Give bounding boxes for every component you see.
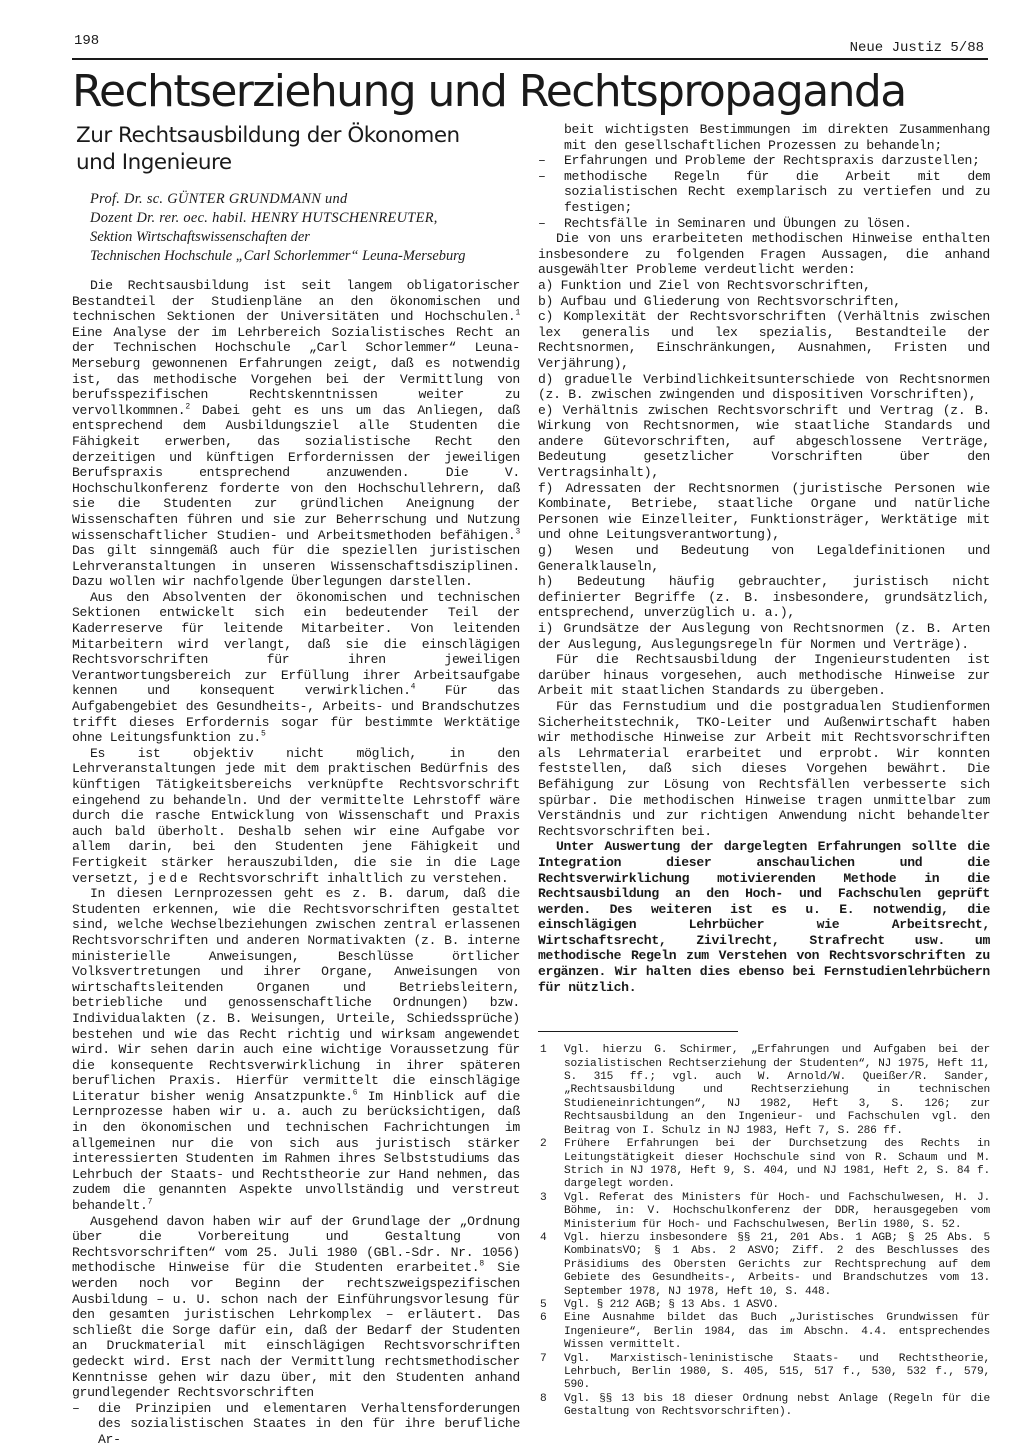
bullet-list [538, 153, 990, 231]
body-paragraph: Unter Auswertung der dargelegten Erfahrungen sollte die Integration dieser anschaulichen und die Rechtsverwirklichung motivierenden Methode in die Rechtsausbildung an den Hoch- und Fachschulen geprüft werden. Des weiteren ist es u. E. notwendig, die einschlägigen Lehrbücher wie Arbeitsrecht, Wirtschaftsrecht, Zivilrecht, Strafrecht usw. um methodische Regeln zum Verstehen von Rechtsvorschriften zu ergänzen. Wir halten dies ebenso bei Fernstudienlehrbüchern für nützlich. [538, 839, 990, 995]
byline-line: Dozent Dr. rer. oec. habil. HENRY HUTSCHENREUTER, [90, 210, 438, 226]
footnote [538, 1138, 990, 1192]
body-paragraph [72, 886, 520, 1213]
article-title [76, 122, 520, 176]
footnote-ref[interactable]: 1 [515, 308, 520, 318]
body-paragraph [72, 590, 520, 746]
list-item [538, 216, 990, 232]
footnote-ref[interactable]: 8 [479, 1260, 484, 1270]
footnote-ref[interactable]: 5 [260, 729, 266, 739]
dash-bullet: – [538, 153, 546, 169]
footnote-text: Vgl. §§ 13 bis 18 dieser Ordnung nebst Anlage (Regeln für die Gestaltung von Rechtsvorschriften). [564, 1392, 990, 1419]
byline-line: Technischen Hochschule „Carl Schorlemmer“ Leuna-Merseburg [90, 248, 466, 264]
footnote-ref[interactable]: 4 [410, 683, 416, 693]
list-item-text: Rechtsfälle in Seminaren und Übungen zu lösen. [564, 215, 912, 231]
enum-item: c) Komplexität der Rechtsvorschriften (Verhältnis zwischen lex generalis und lex spezialis, Bestandteile der Rechtsnormen, Einschränkungen, Ausnahmen, Fristen und Verjährung), [538, 309, 990, 371]
footnote-text: Eine Ausnahme bildet das Buch „Juristisches Grundwissen für Ingenieure“, Berlin 1984, das im Abschn. 4.4. entsprechendes Wissen vermittelt. [564, 1312, 990, 1352]
text-span: Für das Aufgabengebiet des Gesundheits-, Arbeits- und Brandschutzes trifft dieses Erfordernis sogar für bestimmte Werktätige ohne Leitungsfunktion zu. [72, 683, 520, 746]
dash-bullet: – [538, 215, 546, 231]
bullet-list [72, 1401, 520, 1448]
page-number: 198 [74, 33, 100, 49]
text-span: Es ist objektiv nicht möglich, in den Lehrveranstaltungen jede mit dem praktischen Bedürfnis des künftigen Tätigkeitsbereichs verknüpfte Rechtsvorschrift eingehend zu behandeln. Und der vermittelte Lehrstoff wäre durch die rasche Entwicklung von Wissenschaft und Praxis auch bald überholt. Deshalb sehen wir eine Aufgabe vor allem darin, bei den Studenten jene Fähigkeit und Fertigkeit stärker herauszubilden, die sie in die Lage versetzt, [72, 745, 520, 886]
list-item [538, 169, 990, 216]
text-span: Im Hinblick auf die Lernprozesse haben wir u. a. auch zu berücksichtigen, daß in den ökonomischen und technischen Fachrichtungen im allgemeinen nur die von sich aus juristisch stärker interessierten Studenten im Rahmen ihres Selbststudiums das Lehrbuch der Staats- und Rechtstheorie zur Hand nehmen, das zudem die genannten Aspekte unvollständig und verstreut behandelt. [72, 1088, 521, 1214]
article-title-line1: Zur Rechtsausbildung der Ökonomen [76, 123, 460, 148]
continued-text: beit wichtigsten Bestimmungen im direkten Zusammenhang mit den gesellschaftlichen Prozessen zu behandeln; [564, 122, 990, 153]
footnotes [538, 1044, 990, 1419]
text-span: Eine Analyse der im Lehrbereich Sozialistisches Recht an der Technischen Hochschule „Carl Schorlemmer“ Leuna-Merseburg gewonnenen Erfahrungen zeigt, daß es notwendig ist, das methodische Vorgehen bei der Vermittlung von berufsspezifischen Rechtskenntnissen weiter zu vervollkommnen. [72, 324, 520, 418]
journal-issue: Neue Justiz 5/88 [849, 40, 984, 56]
enum-item: h) Bedeutung häufig gebrauchter, juristisch nicht definierter Begriffe (z. B. insbesondere, grundsätzlich, entsprechend, unverzüglich u. a.), [538, 574, 990, 621]
footnote [538, 1192, 990, 1232]
footnote-number: 4 [540, 1231, 547, 1244]
body-paragraph [72, 1214, 520, 1401]
list-item-text: Erfahrungen und Probleme der Rechtspraxis darzustellen; [564, 153, 980, 169]
enum-item: g) Wesen und Bedeutung von Legaldefinitionen und Generalklauseln, [538, 543, 990, 574]
enum-item: i) Grundsätze der Auslegung von Rechtsnormen (z. B. Arten der Auslegung, Auslegungsregeln für Normen und Verträge). [538, 621, 990, 652]
body-paragraph [72, 278, 520, 590]
footnote-text: Vgl. Marxistisch-leninistische Staats- und Rechtstheorie, Lehrbuch, Berlin 1980, S. 405, 515, 517 f., 530, 532 f., 579, 590. [564, 1352, 990, 1392]
text-span: In diesen Lernprozessen geht es z. B. darum, daß die Studenten erkennen, wie die Rechtsvorschriften gestaltet sind, welche Wechselbeziehungen zwischen zentral erlassenen Rechtsvorschriften und anderen Normativakten (z. B. interne ministerielle Anweisungen, Beschlüsse örtlicher Volksvertretungen und ihrer Organe, Anweisungen von wirtschaftsleitenden Organen und Betriebsleitern, betriebliche und genossenschaftliche Ordnungen) bzw. Individualakten (z. B. Weisungen, Urteile, Schiedssprüche) bestehen und wie das Recht richtig und wirksam angewendet wird. Wir sehen darin auch eine wichtige Voraussetzung für die konsequente Rechtsverwirklichung in ihrer späteren beruflichen Praxis. Hierfür vermittelt die einschlägige Literatur bisher wenig Ansatzpunkte. [72, 886, 520, 1104]
footnote-number: 2 [540, 1138, 547, 1151]
footnote-rule [538, 1031, 738, 1032]
enum-item: f) Adressaten der Rechtsnormen (juristische Personen wie Kombinate, Betriebe, staatliche Organe und natürliche Personen wie Einzelleiter, Funktionsträger, Werktätige mit und ohne Leitungsverantwortung), [538, 480, 990, 543]
body-paragraph [72, 746, 520, 886]
text-span: Ausgehend davon haben wir auf der Grundlage der „Ordnung über die Vorbereitung und Gestaltung von Rechtsvorschriften“ vom 25. Juli 1980 (GBl.-Sdr. Nr. 1056) methodische Hinweise für die Studenten erarbeitet. [72, 1213, 520, 1276]
list-item-text: methodische Regeln für die Arbeit mit dem sozialistischen Recht exemplarisch zu vertiefen und zu festigen; [564, 168, 990, 215]
footnote-number: 6 [540, 1312, 547, 1325]
footnote [538, 1299, 990, 1312]
footnote-number: 5 [540, 1298, 547, 1311]
footnote-text: Vgl. Referat des Ministers für Hoch- und Fachschulwesen, H. J. Böhme, in: V. Hochschulkonferenz der DDR, herausgegeben vom Ministerium für Hoch- und Fachschulwesen, Berlin 1980, S. 52. [564, 1191, 990, 1231]
footnote-number: 7 [540, 1352, 547, 1365]
footnote-ref[interactable]: 6 [352, 1088, 358, 1098]
enum-item: a) Funktion und Ziel von Rechtsvorschriften, [538, 277, 871, 293]
text-span: Aus den Absolventen der ökonomischen und technischen Sektionen entwickelt sich ein bedeutender Teil der Kaderreserve für leitende Mitarbeiter. Von leitenden Mitarbeitern wird verlangt, daß sie die einschlägigen Rechtsvorschriften für ihren jeweiligen Verantwortungsbereich zur Erfüllung ihrer Arbeitsaufgabe kennen und konsequent verwirklichen. [72, 589, 520, 699]
footnote-ref[interactable]: 2 [185, 402, 190, 412]
text-span: Rechtsvorschrift inhaltlich zu verstehen. [191, 870, 509, 886]
body-paragraph: Für das Fernstudium und die postgradualen Studienformen Sicherheitstechnik, TKO-Leiter und Außenwirtschaft haben wir methodische Hinweise zur Arbeit mit Rechtsvorschriften als Lehrmaterial erarbeitet und erprobt. Wir konnten feststellen, daß sich dieses Vorgehen bewährt. Die Befähigung zur Lösung von Rechtsfällen verbesserte sich spürbar. Die methodischen Hinweise tragen unmittelbar zum Verständnis und zur richtigen Anwendung nicht behandelter Rechtsvorschriften bei. [538, 698, 990, 839]
text-span: Sie werden noch vor Beginn der rechtszweigspezifischen Ausbildung – u. U. schon nach der Einführungsvorlesung für den gesamten juristischen Lehrkomplex – erläutert. Das schließt die Sorge dafür ein, daß der Bedarf der Studenten an Druckmaterial mit einschlägigen Rechtsvorschriften gedeckt wird. Erst nach der Vermittlung rechtsmethodischer Kenntnisse gehen wir dazu über, mit den Studenten anhand grundlegender Rechtsvorschriften [72, 1260, 520, 1401]
body-paragraph: Für die Rechtsausbildung der Ingenieurstudenten ist darüber hinaus vorgesehen, auch methodische Hinweise zur Arbeit mit staatlichen Standards zu übergeben. [538, 652, 990, 699]
footnote-number: 3 [540, 1191, 547, 1204]
footnote-text: Frühere Erfahrungen bei der Durchsetzung des Rechts in Leitungstätigkeit dieser Hochschule sind von R. Schaum und M. Strich in NJ 1978, Heft 9, S. 404, und NJ 1981, Heft 2, S. 84 f. dargelegt worden. [564, 1138, 990, 1191]
left-column [72, 122, 520, 1448]
footnote [538, 1044, 990, 1138]
dash-bullet: – [538, 168, 546, 184]
footnote-ref[interactable]: 7 [147, 1197, 153, 1207]
enum-item: b) Aufbau und Gliederung von Rechtsvorschriften, [538, 293, 901, 309]
footnote-number: 8 [540, 1392, 547, 1405]
footnote [538, 1353, 990, 1393]
byline-line: Prof. Dr. sc. GÜNTER GRUNDMANN und [90, 191, 348, 207]
footnote [538, 1393, 990, 1420]
list-item [538, 153, 990, 169]
list-item-text: die Prinzipien und elementaren Verhaltensforderungen des sozialistischen Staates in den für ihre berufliche Ar- [98, 1400, 520, 1447]
body-paragraph: Die von uns erarbeiteten methodischen Hinweise enthalten insbesondere zu folgenden Fragen Aussagen, die anhand ausgewählter Probleme verdeutlicht werden: [538, 231, 990, 278]
enum-item: e) Verhältnis zwischen Rechtsvorschrift und Vertrag (z. B. Wirkung von Rechtsnormen, wie staatliche Standards und andere Gütevorschriften, auf abgeschlossene Verträge, Bedeutung gesetzlicher Vorschriften über den Vertragsinhalt), [538, 402, 990, 481]
section-title: Rechtserziehung und Rechtspropaganda [72, 66, 906, 117]
byline-line: Sektion Wirtschaftswissenschaften der [90, 229, 310, 245]
footnote-text: Vgl. § 212 AGB; § 13 Abs. 1 ASVO. [564, 1298, 779, 1311]
right-column [538, 122, 990, 1420]
enum-item: d) graduelle Verbindlichkeitsunterschiede von Rechtsnormen (z. B. zwischen zwingenden und dispositiven Vorschriften), [538, 371, 990, 403]
footnote [538, 1232, 990, 1299]
footnote-text: Vgl. hierzu insbesondere §§ 21, 201 Abs. 1 AGB; § 25 Abs. 5 KombinatsVO; § 1 Abs. 2 ASVO; Ziff. 2 des Beschlusses des Präsidiums des Obersten Gerichts zur Rechtsprechung auf dem Gebiete des Gesundheits-, Arbeits- und Brandschutzes vom 13. September 1978, NJ 1978, Heft 10, S. 448. [564, 1231, 990, 1298]
footnote-text: Vgl. hierzu G. Schirmer, „Erfahrungen und Aufgaben bei der sozialistischen Rechtserziehung der Studenten“, NJ 1975, Heft 11, S. 315 ff.; vgl. auch W. Arnold/W. Queißer/R. Sander, „Rechtsausbildung und Rechtserziehung in technischen Studieneinrichtungen“, NJ 1982, Heft 3, S. 126; zur Rechtsausbildung an den Ingenieur- und Fachschulen vgl. den Beitrag von I. Schulz in NJ 1983, Heft 7, S. 286 ff. [564, 1044, 990, 1137]
header-rule [72, 58, 988, 60]
emphasis-spaced: jede [147, 870, 192, 886]
footnote-ref[interactable]: 3 [515, 527, 520, 537]
enumerated-list [538, 278, 990, 652]
list-item [72, 1401, 520, 1448]
text-span: Das gilt sinngemäß auch für die speziellen juristischen Lehrveranstaltungen in unseren Wissenschaftsdisziplinen. Dazu wollen wir nachfolgende Überlegungen darstellen. [72, 543, 520, 590]
dash-bullet: – [72, 1400, 80, 1416]
byline [90, 190, 520, 266]
text-span: Die Rechtsausbildung ist seit langem obligatorischer Bestandteil der Studienpläne an den ökonomischen und technischen Sektionen der Universitäten und Hochschulen. [72, 278, 520, 325]
article-title-line2: und Ingenieure [76, 150, 232, 175]
footnote [538, 1312, 990, 1352]
footnote-number: 1 [540, 1044, 547, 1057]
text-span: Dabei geht es uns um das Anliegen, daß entsprechend dem Ausbildungsziel alle Studenten die Fähigkeit erwerben, das sozialistische Recht den derzeitigen und künftigen Erfordernissen der jeweiligen Berufspraxis entsprechend anzuwenden. Die V. Hochschulkonferenz forderte von den Hochschullehrern, daß sie die Studenten zur gründlichen Aneignung der Wissenschaften führen und sie zur Beherrschung und Nutzung wissenschaftlicher Studien- und Arbeitsmethoden befähigen. [72, 402, 520, 543]
